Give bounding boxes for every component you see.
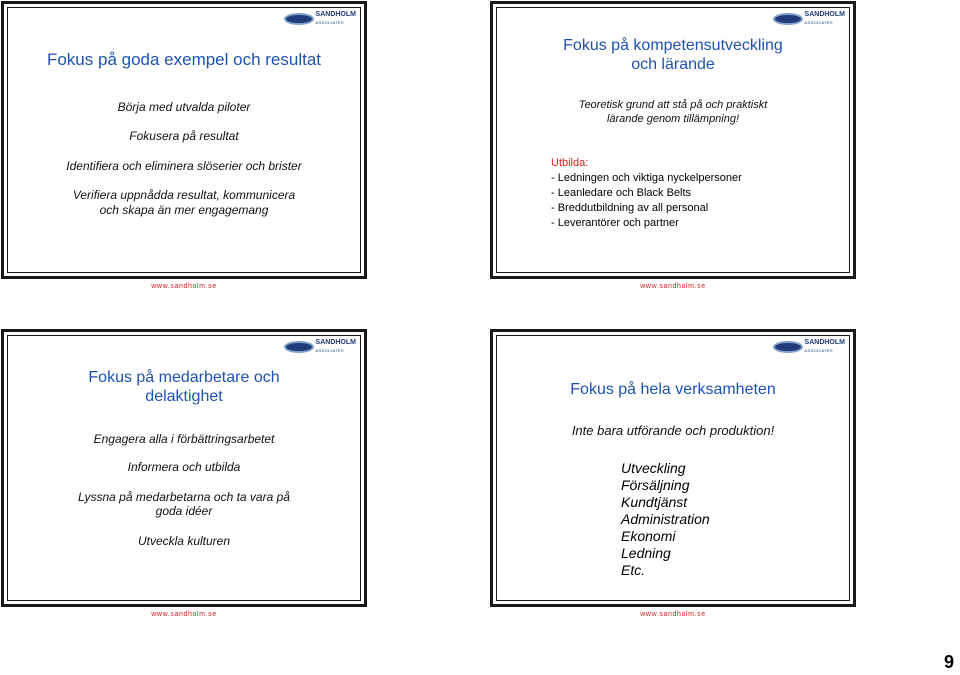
- list-item: Försäljning: [621, 477, 690, 493]
- list-heading: Utbilda:: [551, 157, 589, 169]
- slide-1: [2, 2, 366, 290]
- slide-intro-line1: Teoretisk grund att stå på och praktiskt: [578, 99, 768, 111]
- slide-item: Engagera alla i förbättringsarbetet: [93, 432, 275, 446]
- sandholm-logo: [773, 338, 845, 356]
- slide-title: Fokus på hela verksamheten: [570, 381, 776, 398]
- slide-title: Fokus på goda exempel och resultat: [46, 50, 322, 69]
- slide-item: Lyssna på medarbetarna och ta vara på: [78, 490, 290, 504]
- slide-4: [491, 330, 855, 618]
- logo-sub: ASSOCIATES: [804, 20, 833, 25]
- slide-intro-line2: lärande genom tillämpning!: [606, 113, 740, 125]
- logo-name: SANDHOLM: [804, 11, 845, 18]
- slide-footer-url[interactable]: www.sandholm.se: [640, 283, 706, 290]
- logo-sub: ASSOCIATES: [315, 348, 344, 353]
- logo-sub: ASSOCIATES: [804, 348, 833, 353]
- list-item: Etc.: [621, 562, 646, 578]
- list-item: Ekonomi: [621, 528, 676, 544]
- slide-3: [2, 330, 366, 618]
- page-number: 9: [943, 652, 954, 672]
- slide-item: goda idéer: [155, 504, 213, 518]
- list-item: - Leverantörer och partner: [551, 217, 679, 229]
- list-item: - Breddutbildning av all personal: [551, 202, 709, 214]
- slide-item: Informera och utbilda: [127, 460, 241, 474]
- logo-mark-icon: [284, 341, 314, 353]
- slide-title-line2: och lärande: [631, 56, 715, 73]
- sandholm-logo: [284, 338, 356, 356]
- slide-2: [491, 2, 855, 290]
- slide-item: Fokusera på resultat: [129, 129, 239, 143]
- list-item: Utveckling: [621, 460, 686, 476]
- logo-mark-icon: [284, 13, 314, 25]
- logo-name: SANDHOLM: [315, 11, 356, 18]
- logo-sub: ASSOCIATES: [315, 20, 344, 25]
- list-item: Ledning: [621, 545, 671, 561]
- logo-name: SANDHOLM: [315, 339, 356, 346]
- logo-mark-icon: [773, 13, 803, 25]
- slide-footer-url[interactable]: www.sandholm.se: [151, 283, 217, 290]
- slide-title-line2: delaktighet: [145, 388, 223, 405]
- slide-item: Utveckla kulturen: [137, 534, 231, 548]
- slide-subtitle: Inte bara utförande och produktion!: [571, 423, 775, 438]
- list-item: - Leanledare och Black Belts: [551, 187, 692, 199]
- logo-mark-icon: [773, 341, 803, 353]
- slide-footer-url[interactable]: www.sandholm.se: [151, 611, 217, 618]
- slide-item: och skapa än mer engagemang: [99, 203, 269, 217]
- slide-item: Börja med utvalda piloter: [117, 100, 251, 114]
- list-item: - Ledningen och viktiga nyckelpersoner: [551, 172, 742, 184]
- sandholm-logo: [773, 10, 845, 28]
- slide-item: Verifiera uppnådda resultat, kommunicera: [72, 188, 296, 202]
- slide-title-line1: Fokus på medarbetare och: [88, 369, 280, 386]
- area-list: [621, 460, 710, 579]
- logo-name: SANDHOLM: [804, 339, 845, 346]
- slide-footer-url[interactable]: www.sandholm.se: [640, 611, 706, 618]
- sandholm-logo: [284, 10, 356, 28]
- slide-item: Identifiera och eliminera slöserier och brister: [66, 159, 302, 173]
- list-item: Kundtjänst: [621, 494, 688, 510]
- training-list: [551, 156, 742, 231]
- list-item: Administration: [621, 511, 710, 527]
- slide-title-line1: Fokus på kompetensutveckling: [563, 37, 783, 54]
